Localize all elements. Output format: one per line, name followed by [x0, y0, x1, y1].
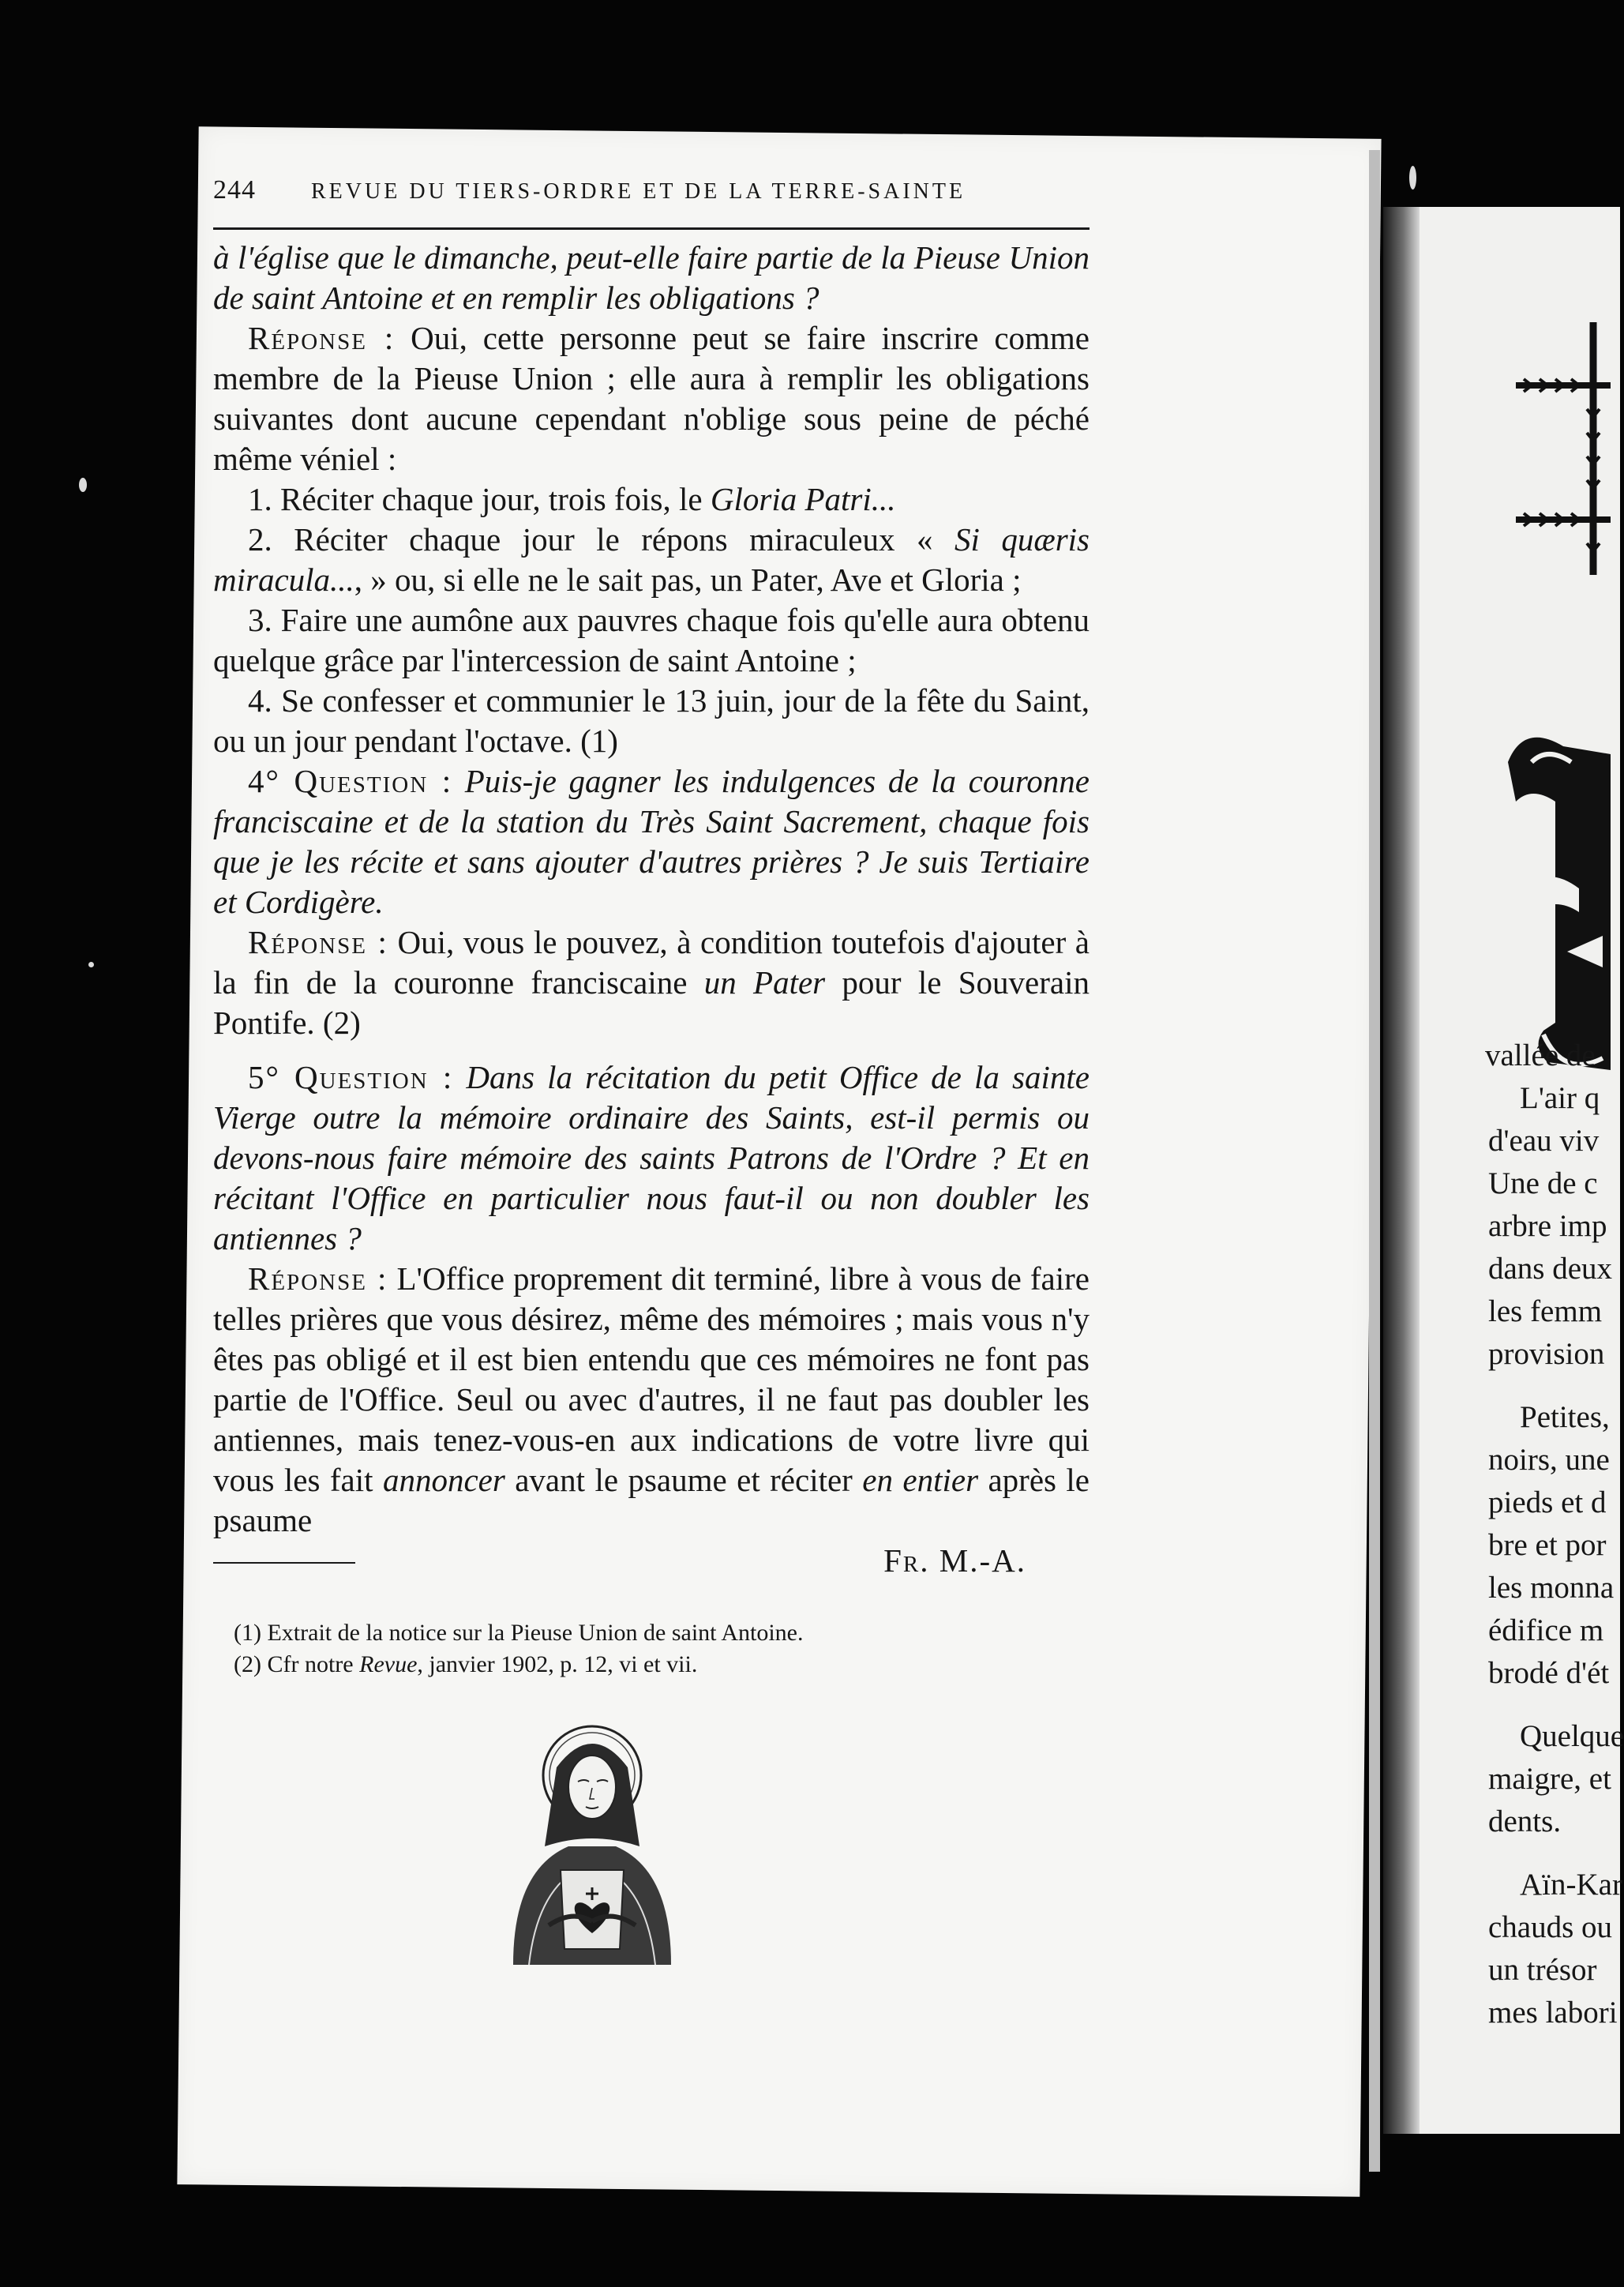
text-line: les femm: [1488, 1294, 1603, 1328]
page-header: [213, 170, 1090, 230]
reponse-text: L'Office proprement dit terminé, libre à vous de faire telles prières que vous désirez, même des mémoires ; mais vous n'y êtes pas obligé et il est bien entendu que ces mémoires ne font pas partie de l'Office. Seul ou avec d'autres, il ne faut pas doubler les antiennes, mais tenez-vous-en aux indications de votre livre qui vous les fait: [213, 1260, 1090, 1498]
signature: [213, 1541, 1026, 1581]
reponse-text-mid: avant le psaume et réciter: [504, 1462, 863, 1498]
running-title: REVUE DU TIERS-ORDRE ET DE LA TERRE-SAINTE: [311, 179, 966, 204]
dust-speck: [1409, 166, 1416, 190]
text-line: Quelque: [1520, 1719, 1624, 1753]
text-line: noirs, une: [1488, 1443, 1610, 1477]
reponse-label: Réponse :: [248, 320, 396, 356]
text-line: bre et por: [1488, 1528, 1607, 1562]
footnote-mark: (1): [234, 1620, 261, 1646]
paragraph-gap: [1488, 1376, 1615, 1396]
text-line: chauds ou: [1488, 1910, 1613, 1944]
footnote-text: Cfr notre: [267, 1651, 360, 1677]
paragraph-gap: [1488, 1843, 1615, 1864]
item-number: 1.: [248, 481, 272, 517]
text-line: arbre imp: [1488, 1209, 1607, 1243]
footnote-separator: [213, 1562, 355, 1564]
paragraph-gap: [1488, 1695, 1615, 1715]
reponse-text-end: pour le Souverain Pontife. (2): [213, 964, 1090, 1041]
text-line: Petites,: [1520, 1400, 1610, 1434]
footnote-mark: (2): [234, 1651, 261, 1677]
book-gutter: [1383, 207, 1420, 2134]
reponse-text-end: après le psaume: [213, 1462, 1090, 1538]
reponse-label: Réponse :: [248, 924, 388, 960]
signature-text: Fr. M.-A.: [883, 1542, 1026, 1579]
text-line: dents.: [1488, 1804, 1562, 1838]
question-text: Dans la récitation du petit Office de la sainte Vierge outre la mémoire ordinaire des Saints, est-il permis ou devons-nous faire mémoire des saints Patrons de l'Ordre ? Et en récitant l'Office en particulier nous faut-il ou non doubler les antiennes ?: [213, 1059, 1090, 1256]
text-line: mes labori: [1488, 1996, 1618, 2030]
question-4: [213, 761, 1090, 922]
text-line: L'air q: [1520, 1081, 1600, 1115]
page-edge: [1369, 150, 1380, 2172]
question-5: [213, 1057, 1090, 1259]
footnote-italic: Revue: [359, 1651, 418, 1677]
text-line: maigre, et: [1488, 1762, 1611, 1796]
item-text: Se confesser et communier le 13 juin, jour de la fête du Saint, ou un jour pendant l'octave. (1): [213, 682, 1090, 759]
sacred-heart-madonna-illustration: [482, 1712, 703, 1982]
text-line: Une de c: [1488, 1166, 1598, 1200]
item-number: 4.: [248, 682, 272, 719]
item-number: 2.: [248, 521, 272, 558]
text-line: vallée de: [1485, 1038, 1596, 1072]
text-line: dans deux: [1488, 1252, 1613, 1286]
text-line: les monna: [1488, 1571, 1615, 1605]
question-label: 5° Question :: [248, 1059, 454, 1095]
text-line: un trésor: [1488, 1953, 1597, 1987]
reponse-3: [213, 318, 1090, 479]
question-text: Puis-je gagner les indulgences de la couronne franciscaine et de la station du Très Saint Sacrement, chaque fois que je les récite et sans ajouter d'autres prières ? Je suis Tertiaire et Cordigère.: [213, 763, 1090, 920]
footnote-text: Extrait de la notice sur la Pieuse Union de saint Antoine.: [267, 1620, 804, 1646]
right-page-text: [1485, 1035, 1624, 2034]
obligation-item: [213, 681, 1090, 761]
reponse-4: [213, 922, 1090, 1043]
item-text: Faire une aumône aux pauvres chaque fois qu'elle aura obtenu quelque grâce par l'intercession de saint Antoine ;: [213, 602, 1090, 678]
obligation-item: [213, 479, 1090, 520]
item-text-end: , » ou, si elle ne le sait pas, un Pater, Ave et Gloria ;: [354, 561, 1022, 598]
ornamental-cross-icon: [1500, 322, 1611, 575]
left-page-content: [213, 170, 1090, 1982]
text-line: édifice m: [1488, 1613, 1604, 1647]
question-label: 4° Question :: [248, 763, 453, 799]
gothic-dropcap-letter: [1500, 730, 1611, 1086]
question-3-continuation: à l'église que le dimanche, peut-elle faire partie de la Pieuse Union de saint Antoine et en remplir les obligations ?: [213, 239, 1090, 316]
reponse-text: Oui, cette personne peut se faire inscrire comme membre de la Pieuse Union ; elle aura à remplir les obligations suivantes dont aucune cependant n'oblige sous peine de péché même véniel :: [213, 320, 1090, 477]
reponse-italic: annoncer: [382, 1462, 505, 1498]
footnote: [234, 1617, 1090, 1649]
text-line: Aïn-Kar: [1520, 1868, 1622, 1902]
reponse-5: [213, 1259, 1090, 1541]
item-text: Réciter chaque jour, trois fois, le: [280, 481, 711, 517]
item-italic: Gloria Patri...: [710, 481, 896, 517]
reponse-italic: un Pater: [703, 964, 826, 1001]
obligation-item: [213, 600, 1090, 681]
page-number: 244: [213, 175, 256, 205]
dust-speck: [88, 962, 94, 967]
item-number: 3.: [248, 602, 272, 638]
dust-speck: [79, 478, 87, 492]
text-line: brodé d'ét: [1488, 1656, 1610, 1690]
item-text: Réciter chaque jour le répons miraculeux «: [294, 521, 955, 558]
item-italic: Si quæris miracula...: [213, 521, 1090, 598]
reponse-italic: en entier: [862, 1462, 979, 1498]
reponse-label: Réponse :: [248, 1260, 388, 1297]
footnote-text-end: , janvier 1902, p. 12, vi et vii.: [417, 1651, 698, 1677]
text-line: pieds et d: [1488, 1485, 1607, 1519]
text-line: d'eau viv: [1488, 1124, 1600, 1158]
text-line: provision: [1488, 1337, 1605, 1371]
footnote: [234, 1649, 1090, 1681]
obligation-item: [213, 520, 1090, 600]
reponse-text: Oui, vous le pouvez, à condition toutefois d'ajouter à la fin de la couronne franciscaine: [213, 924, 1090, 1001]
